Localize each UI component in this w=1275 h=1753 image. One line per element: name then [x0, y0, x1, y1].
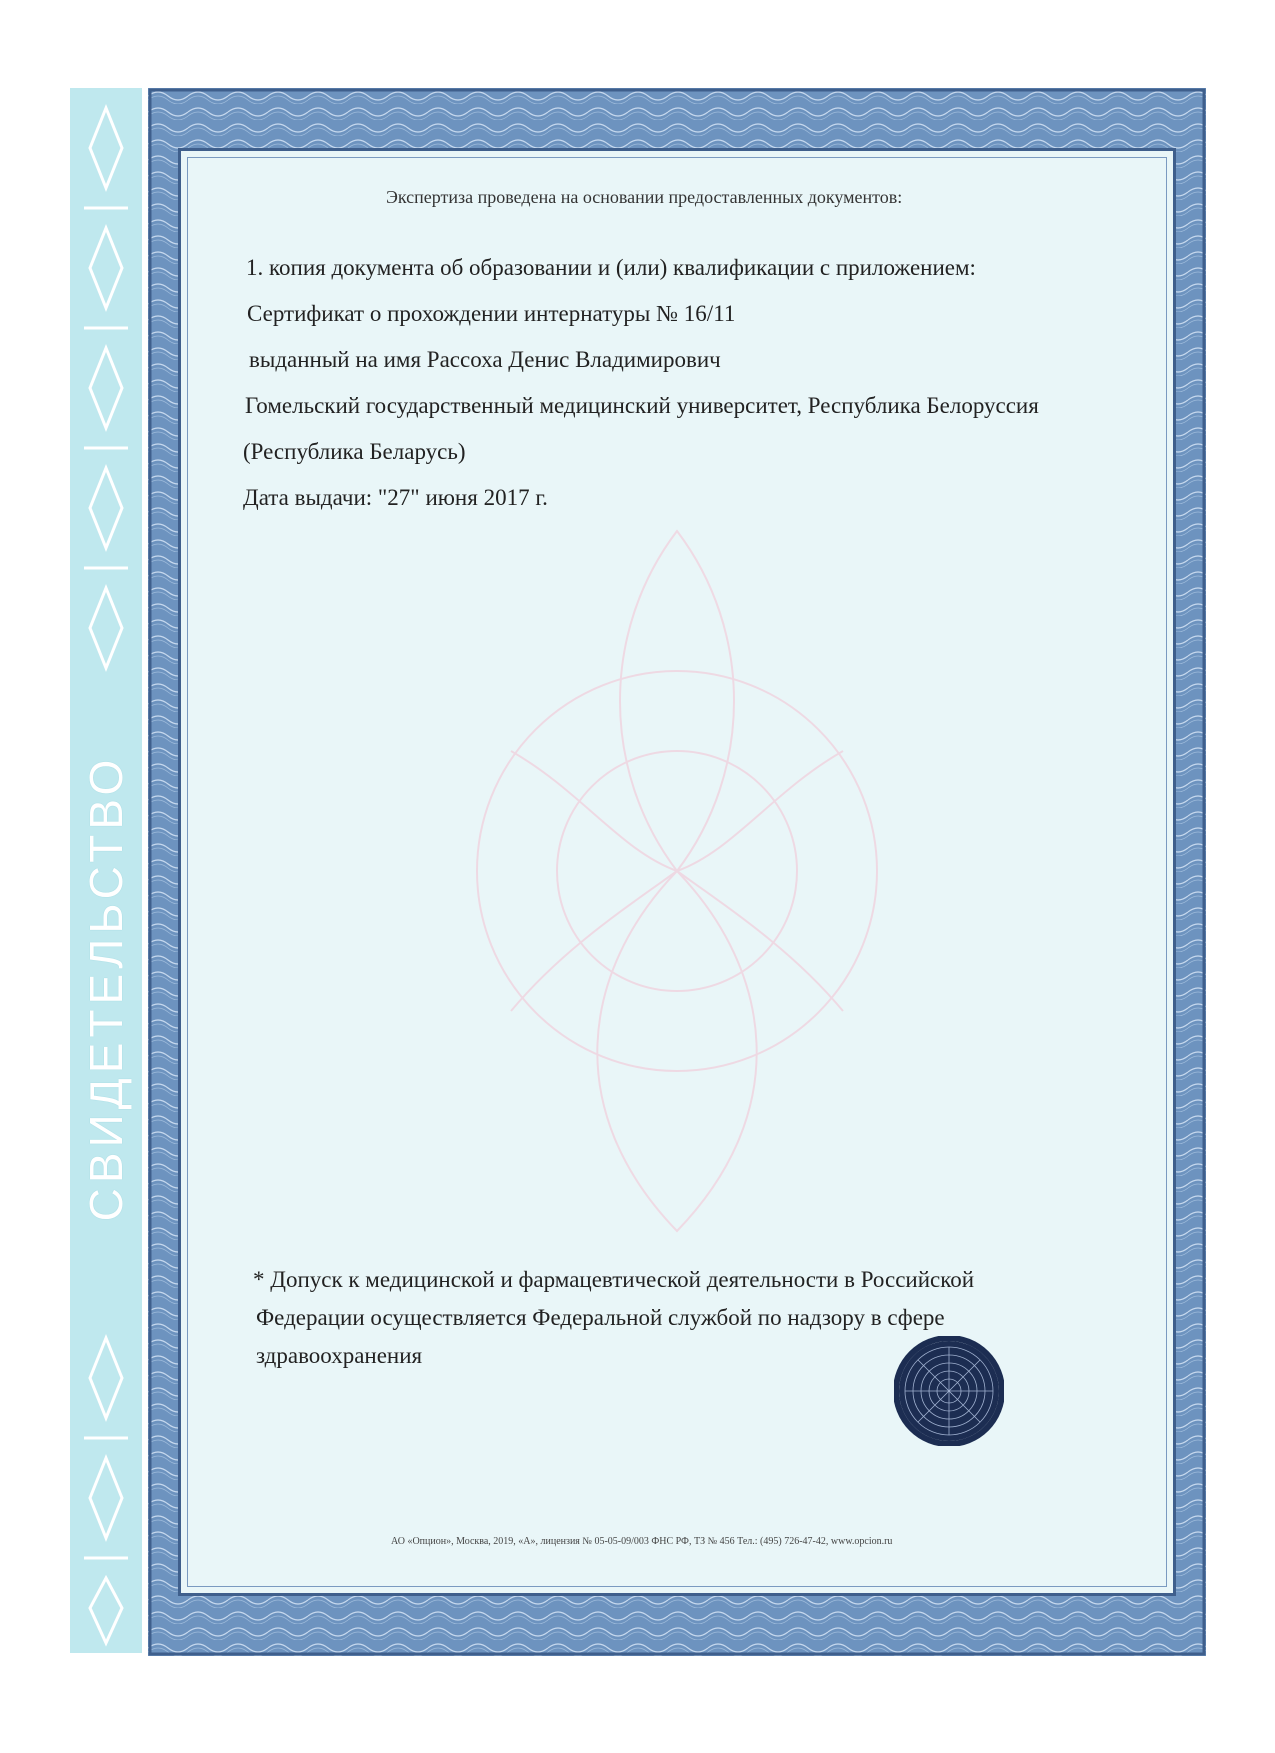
- document-line-1: 1. копия документа об образовании и (или) квалификации с приложением:: [246, 255, 976, 280]
- document-line-5: (Республика Беларусь): [243, 439, 466, 464]
- side-strip-word: СВИДЕТЕЛЬСТВО: [80, 754, 132, 1222]
- side-decorative-strip: [70, 88, 142, 1653]
- footnote-line-3: здравоохранения: [256, 1343, 423, 1368]
- document-line-4: Гомельский государственный медицинский университет, Республика Белоруссия: [245, 393, 1039, 418]
- printer-imprint: АО «Опцион», Москва, 2019, «А», лицензия № 05-05-09/003 ФНС РФ, ТЗ № 456 Тел.: (495) 726-47-42, www.opcion.ru: [391, 1536, 893, 1547]
- footnote: [253, 1261, 974, 1375]
- document-panel: [178, 148, 1176, 1596]
- document-line-2: Сертификат о прохождении интернатуры № 16/11: [247, 301, 736, 326]
- footnote-line-1: * Допуск к медицинской и фармацевтической деятельности в Российской: [253, 1267, 975, 1292]
- hologram-seal: [894, 1336, 1004, 1446]
- certificate-frame: [148, 88, 1206, 1656]
- document-header: Экспертиза проведена на основании предоставленных документов:: [386, 187, 903, 207]
- footnote-line-2: Федерации осуществляется Федеральной службой по надзору в сфере: [256, 1305, 945, 1330]
- document-line-6: Дата выдачи: "27" июня 2017 г.: [243, 485, 548, 510]
- document-line-3: выданный на имя Рассоха Денис Владимирович: [249, 347, 721, 372]
